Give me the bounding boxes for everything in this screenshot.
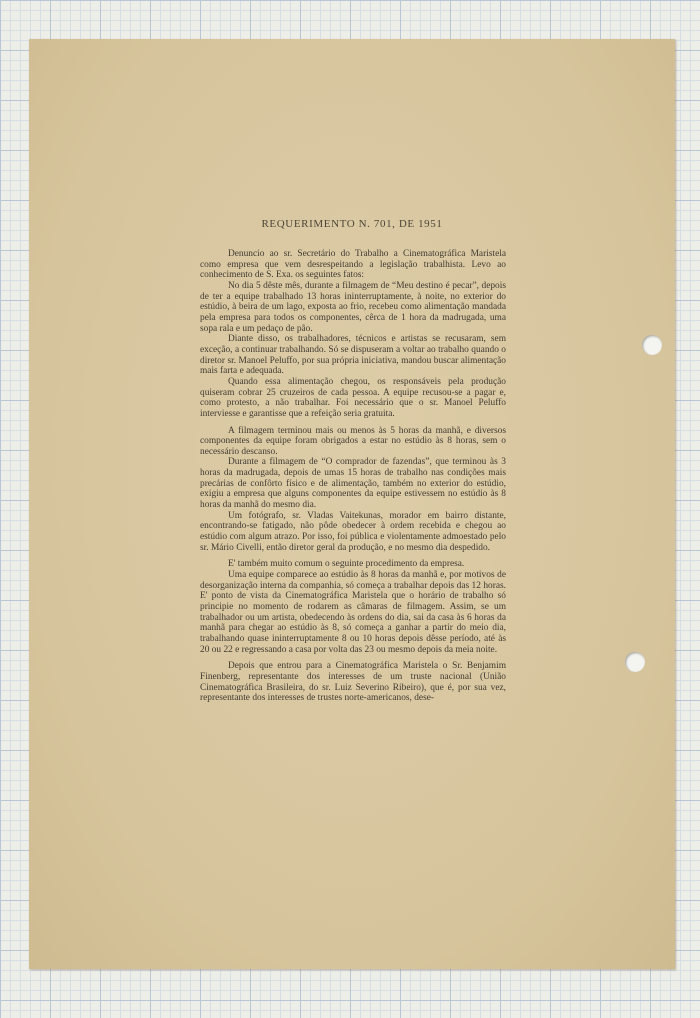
paragraph: Diante disso, os trabalhadores, técnicos e artistas se recusaram, sem exceção, a continuar trabalhando. Só se dispuseram a voltar ao trabalho quando o diretor sr. Manoel Peluffo, por sua própria iniciativa, mandou buscar alimentação mais farta e adequada. [200,334,506,377]
paragraph: E' também muito comum o seguinte procedimento da empresa. [228,559,465,570]
paragraph: A filmagem terminou mais ou menos às 5 horas da manhã, e diversos componentes da equipe foram obrigados a estar no estúdio às 8 horas, sem o necessário descanso. [200,425,506,457]
punch-hole [625,652,645,672]
document-page [29,39,675,969]
paragraph: Uma equipe comparece ao estúdio às 8 horas da manhã e, por motivos de desorganização interna da companhia, só começa a trabalhar depois das 12 horas. E' ponto de vista da Cinematográfica Maristela que o horário de trabalho só principie no momento de rodarem as câmaras de filmagem. Assim, se um trabalhador ou um artista, obedecendo às ordens do dia, sai da casa às 6 horas da manhã para chegar ao estúdio às 8, só começa a ganhar a partir do meio dia, trabalhando quase ininterruptamente 8 ou 10 horas depois dêsse período, até às 20 ou 22 e regressando a casa por volta das 23 ou mesmo depois da meia noite. [200,570,506,655]
punch-hole [642,335,662,355]
paragraph: Depois que entrou para a Cinematográfica Maristela o Sr. Benjamim Finenberg, representante dos interesses de um truste nacional (União Cinematográfica Brasileira, do sr. Luiz Severino Ribeiro), que é, por sua vez, representante dos interesses de trustes norte-americanos, dese- [200,661,506,704]
paragraph: No dia 5 dêste mês, durante a filmagem de “Meu destino é pecar”, depois de ter a equipe trabalhado 13 horas ininterruptamente, à noite, no exterior do estúdio, à beira de um lago, exposta ao frio, recebeu como alimentação mandada pela empresa para todos os componentes, cêrca de 1 hora da madrugada, uma sopa rala e um pedaço de pão. [200,280,506,334]
paragraph: Durante a filmagem de “O comprador de fazendas”, que terminou às 3 horas da madrugada, depois de umas 15 horas de trabalho nas condições mais precárias de confôrto físico e de alimentação, também no exterior do estúdio, exigiu a empresa que alguns componentes da equipe estivessem no estúdio às 8 horas da manhã do mesmo dia. [200,457,506,511]
document-title: REQUERIMENTO N. 701, DE 1951 [261,218,443,230]
paragraph: Quando essa alimentação chegou, os responsáveis pela produção quiseram cobrar 25 cruzeiros de cada pessoa. A equipe recusou-se a pagar e, como protesto, a não trabalhar. Foi necessário que o sr. Manoel Peluffo interviesse e garantisse que a refeição seria gratuita. [200,376,506,419]
document-body [200,249,506,704]
paragraph: Um fotógrafo, sr. Vladas Vaitekunas, morador em bairro distante, encontrando-se fatigado, não pôde obedecer à ordem recebida e chegou ao estúdio com algum atrazo. Por isso, foi pública e violentamente admoestado pelo sr. Mário Civelli, então diretor geral da produção, e no mesmo dia despedido. [200,510,506,553]
paragraph: Denuncio ao sr. Secretário do Trabalho a Cinematográfica Maristela como empresa que vem desrespeitando a legislação trabalhista. Levo ao conhecimento de S. Exa. os seguintes fatos: [200,249,506,281]
